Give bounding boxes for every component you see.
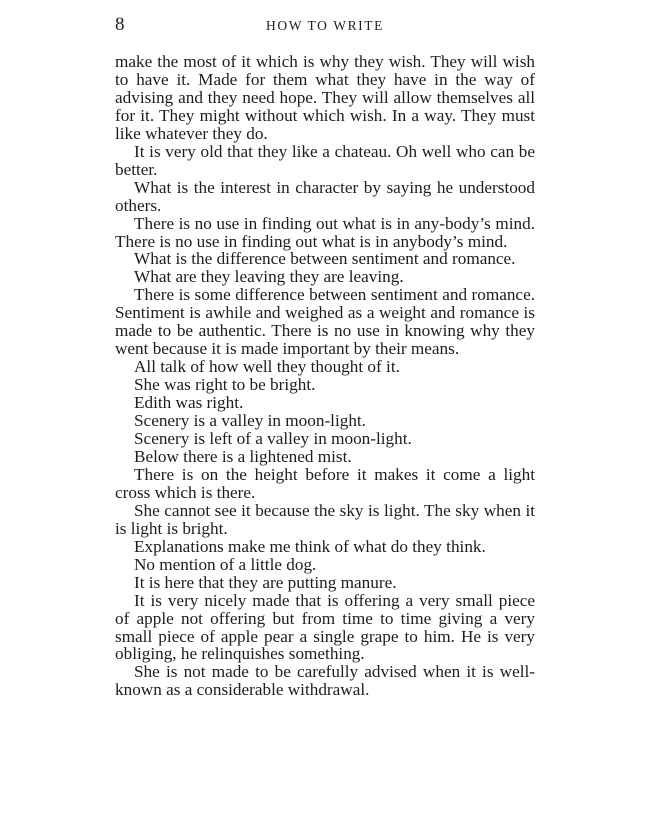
paragraph-5: What is the difference between sentiment and romance. — [134, 249, 516, 269]
paragraph-10: Edith was right. — [134, 393, 244, 413]
paragraph-6: What are they leaving they are leaving. — [134, 267, 404, 287]
paragraph-19: It is very nicely made that is offering a very small piece of apple not offering but from time to time giving a very small piece of apple pear a single grape to him. He is very obliging, he relinquishes something. — [115, 590, 535, 664]
paragraph-11: Scenery is a valley in moon-light. — [134, 411, 366, 431]
paragraph-16: Explanations make me think of what do they think. — [134, 536, 486, 556]
body-text — [115, 53, 535, 699]
paragraph-4: There is no use in finding out what is in any-body’s mind. There is no use in finding out what is in anybody’s mind. — [115, 213, 535, 251]
paragraph-20: She is not made to be carefully advised when it is well-known as a considerable withdrawal. — [115, 662, 535, 700]
paragraph-8: All talk of how well they thought of it. — [134, 357, 400, 377]
paragraph-12: Scenery is left of a valley in moon-light. — [134, 429, 412, 449]
paragraph-3: What is the interest in character by saying he understood others. — [115, 177, 535, 215]
paragraph-14: There is on the height before it makes it come a light cross which is there. — [115, 464, 535, 502]
paragraph-17: No mention of a little dog. — [134, 554, 317, 574]
paragraph-18: It is here that they are putting manure. — [134, 572, 397, 592]
paragraph-1: make the most of it which is why they wish. They will wish to have it. Made for them what they have in the way of advising and they need hope. They will allow themselves all for it. They might without which wish. In a way. They must like whatever they do. — [115, 52, 535, 143]
running-head: HOW TO WRITE — [266, 18, 384, 33]
paragraph-7: There is some difference between sentiment and romance. Sentiment is awhile and weighed as a weight and romance is made to be authentic. There is no use in knowing why they went because it is made important by their means. — [115, 285, 535, 359]
page-header — [115, 13, 535, 37]
paragraph-9: She was right to be bright. — [134, 375, 316, 395]
paragraph-2: It is very old that they like a chateau. Oh well who can be better. — [115, 141, 535, 179]
paragraph-15: She cannot see it because the sky is light. The sky when it is light is bright. — [115, 500, 535, 538]
page-number: 8 — [115, 14, 125, 35]
paragraph-13: Below there is a lightened mist. — [134, 446, 352, 466]
